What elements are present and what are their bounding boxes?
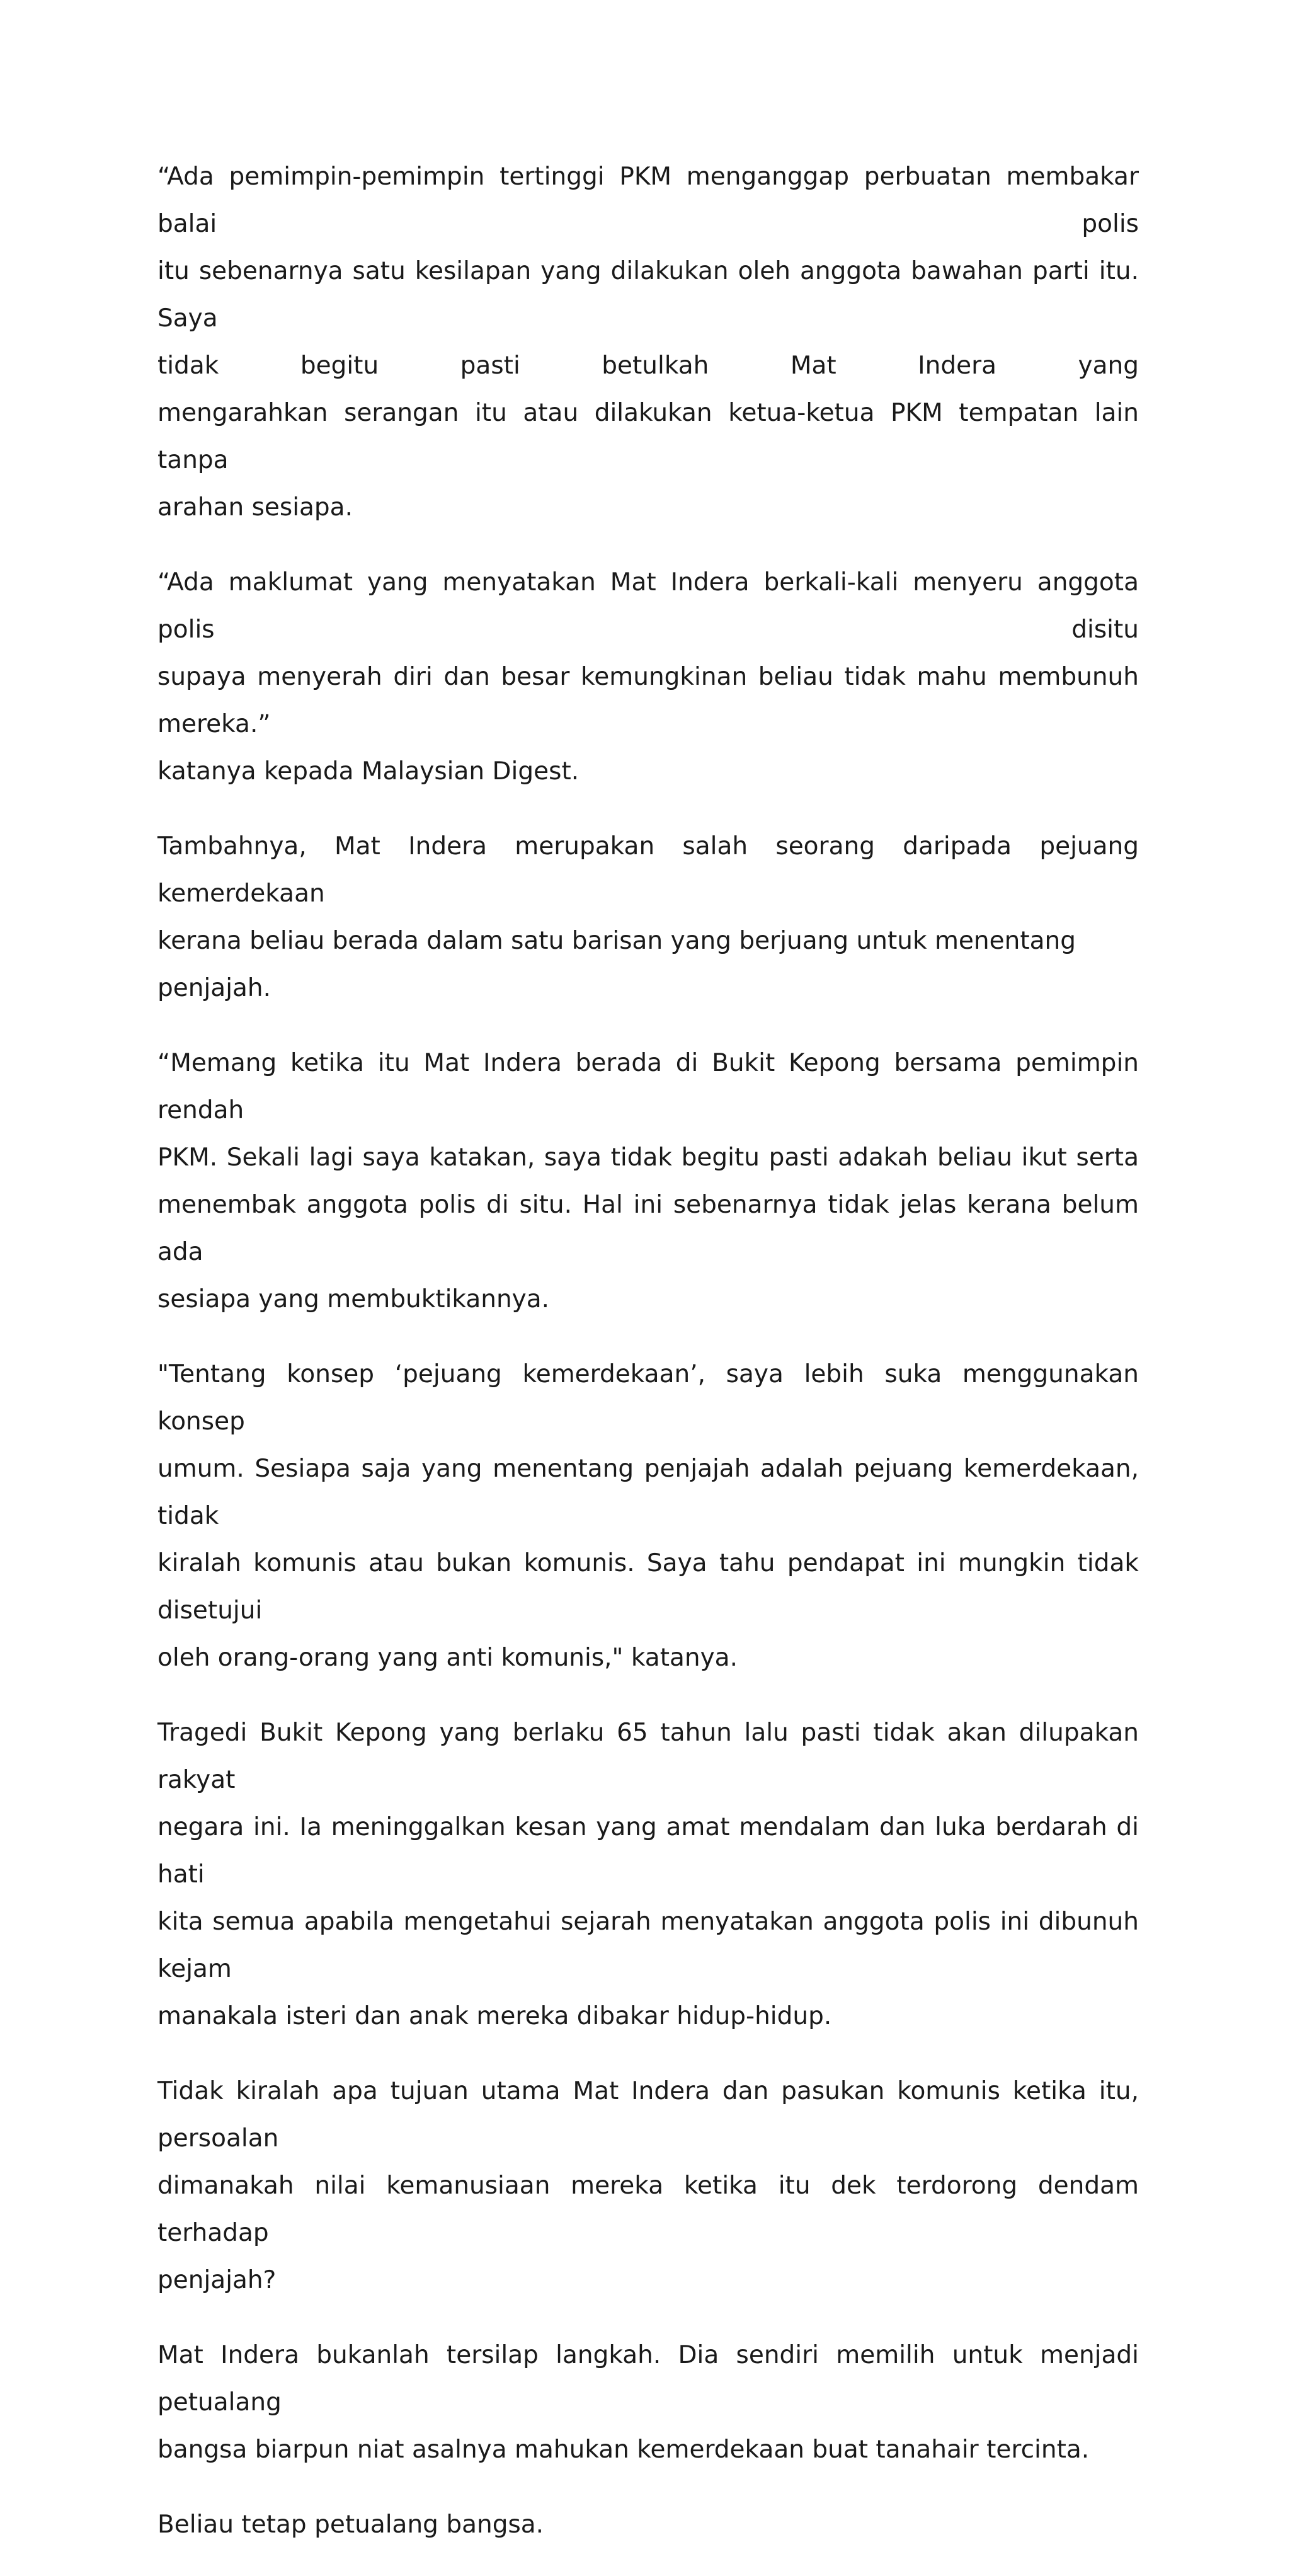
paragraph-3 — [157, 823, 1139, 1012]
text-line: menembak anggota polis di situ. Hal ini sebenarnya tidak jelas kerana belum ada — [157, 1191, 1139, 1266]
text-line: Tambahnya, Mat Indera merupakan salah seorang daripada pejuang kemerdekaan — [157, 832, 1139, 908]
text-line: umum. Sesiapa saja yang menentang penjajah adalah pejuang kemerdekaan, tidak — [157, 1455, 1139, 1530]
paragraph-2 — [157, 559, 1139, 795]
text-line: kiralah komunis atau bukan komunis. Saya tahu pendapat ini mungkin tidak disetujui — [157, 1549, 1139, 1625]
paragraph-4 — [157, 1039, 1139, 1323]
text-line: arahan sesiapa. — [157, 493, 353, 522]
text-line: kita semua apabila mengetahui sejarah menyatakan anggota polis ini dibunuh kejam — [157, 1908, 1139, 1983]
text-line: kerana beliau berada dalam satu barisan yang berjuang untuk menentang penjajah. — [157, 927, 1076, 1002]
paragraph-1 — [157, 153, 1139, 531]
paragraph-6 — [157, 1709, 1139, 2040]
text-line: penjajah? — [157, 2266, 277, 2294]
text-line: sesiapa yang membuktikannya. — [157, 1285, 550, 1314]
text-line: tidak begitu pasti betulkah Mat Indera yang — [157, 352, 1139, 380]
paragraph-5 — [157, 1351, 1139, 1681]
text-line: Tragedi Bukit Kepong yang berlaku 65 tahun lalu pasti tidak akan dilupakan rakyat — [157, 1719, 1139, 1794]
paragraph-7 — [157, 2068, 1139, 2304]
text-line: “Ada pemimpin-pemimpin tertinggi PKM menganggap perbuatan membakar balai polis — [157, 163, 1139, 238]
text-line: bangsa biarpun niat asalnya mahukan kemerdekaan buat tanahair tercinta. — [157, 2436, 1090, 2464]
paragraph-8 — [157, 2332, 1139, 2473]
paragraph-9 — [157, 2501, 1139, 2548]
text-line: PKM. Sekali lagi saya katakan, saya tidak begitu pasti adakah beliau ikut serta — [157, 1143, 1139, 1172]
text-line: oleh orang-orang yang anti komunis," katanya. — [157, 1644, 738, 1672]
text-line: katanya kepada Malaysian Digest. — [157, 757, 579, 786]
text-line: "Tentang konsep ‘pejuang kemerdekaan’, saya lebih suka menggunakan konsep — [157, 1360, 1139, 1436]
text-line: dimanakah nilai kemanusiaan mereka ketika itu dek terdorong dendam terhadap — [157, 2172, 1139, 2247]
text-line: manakala isteri dan anak mereka dibakar hidup-hidup. — [157, 2002, 832, 2030]
text-line: Mat Indera bukanlah tersilap langkah. Dia sendiri memilih untuk menjadi petualang — [157, 2341, 1139, 2417]
text-line: mengarahkan serangan itu atau dilakukan ketua-ketua PKM tempatan lain tanpa — [157, 399, 1139, 474]
document-body — [157, 153, 1139, 2576]
text-line: Beliau tetap petualang bangsa. — [157, 2510, 544, 2539]
text-line: “Ada maklumat yang menyatakan Mat Indera berkali-kali menyeru anggota polis disitu — [157, 568, 1139, 644]
text-line: negara ini. Ia meninggalkan kesan yang amat mendalam dan luka berdarah di hati — [157, 1813, 1139, 1889]
text-line: Tidak kiralah apa tujuan utama Mat Indera dan pasukan komunis ketika itu, persoalan — [157, 2077, 1139, 2153]
text-line: itu sebenarnya satu kesilapan yang dilakukan oleh anggota bawahan parti itu. Saya — [157, 257, 1139, 333]
text-line: “Memang ketika itu Mat Indera berada di Bukit Kepong bersama pemimpin rendah — [157, 1049, 1139, 1125]
text-line: supaya menyerah diri dan besar kemungkinan beliau tidak mahu membunuh mereka.” — [157, 663, 1139, 738]
